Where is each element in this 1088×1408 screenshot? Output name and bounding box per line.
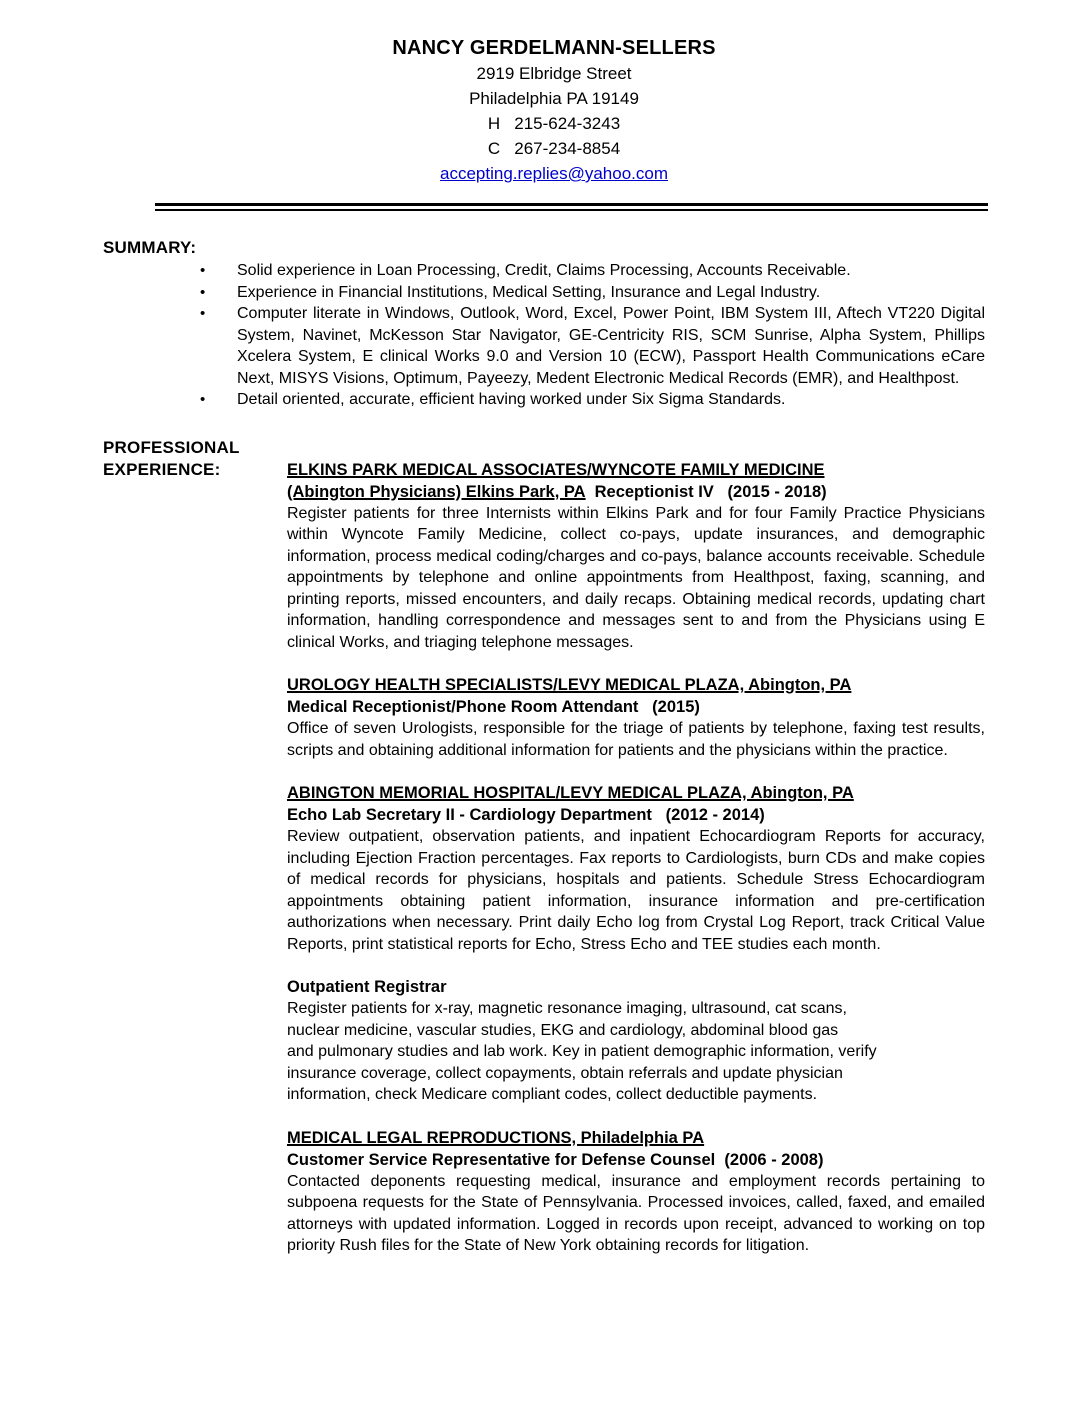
experience-label-line2: EXPERIENCE: [103, 459, 221, 479]
experience-label-line1: PROFESSIONAL [103, 437, 240, 457]
job-description-line: insurance coverage, collect copayments, obtain referrals and update physician [287, 1064, 843, 1082]
job-description-line: Register patients for x-ray, magnetic resonance imaging, ultrasound, cat scans, [287, 1000, 847, 1017]
header-address-street: 2919 Elbridge Street [476, 64, 632, 83]
job-company-name: ABINGTON MEMORIAL HOSPITAL/LEVY MEDICAL PLAZA, Abington, PA [287, 784, 854, 802]
summary-bullet-text: Detail oriented, accurate, efficient having worked under Six Sigma Standards. [237, 391, 786, 408]
job-description-line: and pulmonary studies and lab work. Key in patient demographic information, verify [287, 1043, 877, 1060]
header-address-city: Philadelphia PA 19149 [469, 89, 639, 108]
job-entry-elkins-park [287, 459, 985, 654]
bullet-icon: • [200, 305, 206, 322]
job-description: Register patients for three Internists within Elkins Park and for four Family Practice Physicians within Wyncote Family Medicine, collect co-pays, update insurances, and demographic information, process medical coding/charges and co-pays, balance accounts receivable. Schedule appointments by telephone and online appointments from Healthpost, faxing, scanning, and printing reports, missed encounters, and daily recaps. Obtaining medical records, updating chart information, handling correspondence and messages sent to and from the Physicians using E clinical Works, and triaging telephone messages. [287, 504, 985, 651]
summary-label: SUMMARY: [103, 238, 197, 257]
summary-bullet-text: Solid experience in Loan Processing, Credit, Claims Processing, Accounts Receivable. [237, 262, 851, 279]
summary-bullet-list [200, 260, 985, 411]
job-company-line1 [287, 1127, 985, 1149]
summary-bullet-text: Computer literate in Windows, Outlook, Word, Excel, Power Point, IBM System III, Aftech VT220 Digital System, Navinet, McKesson Star Navigator, GE-Centricity RIS, SCM Sunrise, Alpha System, Phillips Xcelera System, E clinical Works 9.0 and Version 10 (ECW), Passport Health Communications eCare Next, MISYS Visions, Optimum, Payeezy, Medent Electronic Medical Records (EMR), and Healthpost. [237, 305, 985, 387]
job-company-line1 [287, 674, 985, 696]
job-description: Office of seven Urologists, responsible for the triage of patients by telephone, faxing test results, scripts and obtaining additional information for patients and the physicians within the practice. [287, 720, 985, 759]
job-description-line: information, check Medicare compliant codes, collect deductible payments. [287, 1086, 818, 1103]
job-entry-abington-memorial [287, 782, 985, 955]
header-phone-home: H 215-624-3243 [487, 114, 621, 133]
job-company-name: ELKINS PARK MEDICAL ASSOCIATES/WYNCOTE FAMILY MEDICINE [287, 460, 825, 479]
job-company-line1 [287, 459, 985, 481]
job-description: Contacted deponents requesting medical, insurance and employment records pertaining to subpoena requests for the State of Pennsylvania. Processed invoices, called, faxed, and emailed attorneys with updated information. Logged in records upon receipt, advanced to working on top priority Rush files for the State of New York obtaining records for litigation. [287, 1172, 985, 1254]
header [0, 36, 1088, 186]
job-role: Receptionist IV (2015 - 2018) [594, 482, 827, 501]
bullet-icon: • [200, 391, 206, 408]
summary-bullet-item [200, 282, 985, 304]
job-company-name: MEDICAL LEGAL REPRODUCTIONS, Philadelphia PA [287, 1128, 705, 1147]
job-entry-medical-legal [287, 1127, 985, 1257]
experience-section [0, 437, 1088, 1257]
job-entry-urology [287, 674, 985, 761]
job-description [287, 998, 985, 1106]
header-name: NANCY GERDELMANN-SELLERS [392, 37, 716, 59]
email-link[interactable]: accepting.replies@yahoo.com [440, 164, 668, 183]
bullet-icon: • [200, 262, 206, 279]
job-role: Medical Receptionist/Phone Room Attendant (2015) [287, 698, 700, 716]
bullet-icon: • [200, 283, 206, 301]
summary-bullet-item [200, 303, 985, 389]
summary-bullet-item [200, 389, 985, 411]
experience-label [103, 437, 287, 1257]
job-description-line: nuclear medicine, vascular studies, EKG and cardiology, abdominal blood gas [287, 1021, 839, 1039]
summary-bullet-item [200, 260, 985, 282]
divider-double-rule [155, 203, 988, 211]
job-description: Review outpatient, observation patients, and inpatient Echocardiogram Reports for accuracy, including Ejection Fraction percentages. Fax reports to Cardiologists, burn CDs and make copies of medical records for physicians, hospitals and patients. Schedule Stress Echocardiogram appointments obtaining patient information, insurance information and pre-certification authorizations when necessary. Print daily Echo log from Crystal Log Report, track Critical Value Reports, print statistical reports for Echo, Stress Echo and TEE studies each month. [287, 828, 985, 953]
job-company-line2 [287, 481, 985, 503]
job-role: Echo Lab Secretary II - Cardiology Department (2012 - 2014) [287, 806, 765, 824]
job-company-name: UROLOGY HEALTH SPECIALISTS/LEVY MEDICAL PLAZA, Abington, PA [287, 676, 852, 694]
job-role: Customer Service Representative for Defense Counsel (2006 - 2008) [287, 1150, 824, 1169]
summary-section [0, 237, 1088, 411]
job-company-line1 [287, 782, 985, 804]
job-entry-outpatient-registrar [287, 976, 985, 1106]
summary-bullet-text: Experience in Financial Institutions, Medical Setting, Insurance and Legal Industry. [237, 283, 821, 301]
experience-jobs [287, 437, 985, 1257]
job-role: Outpatient Registrar [287, 978, 447, 996]
header-phone-cell: C 267-234-8854 [487, 139, 621, 158]
job-company-location: (Abington Physicians) Elkins Park, PA [287, 482, 586, 501]
